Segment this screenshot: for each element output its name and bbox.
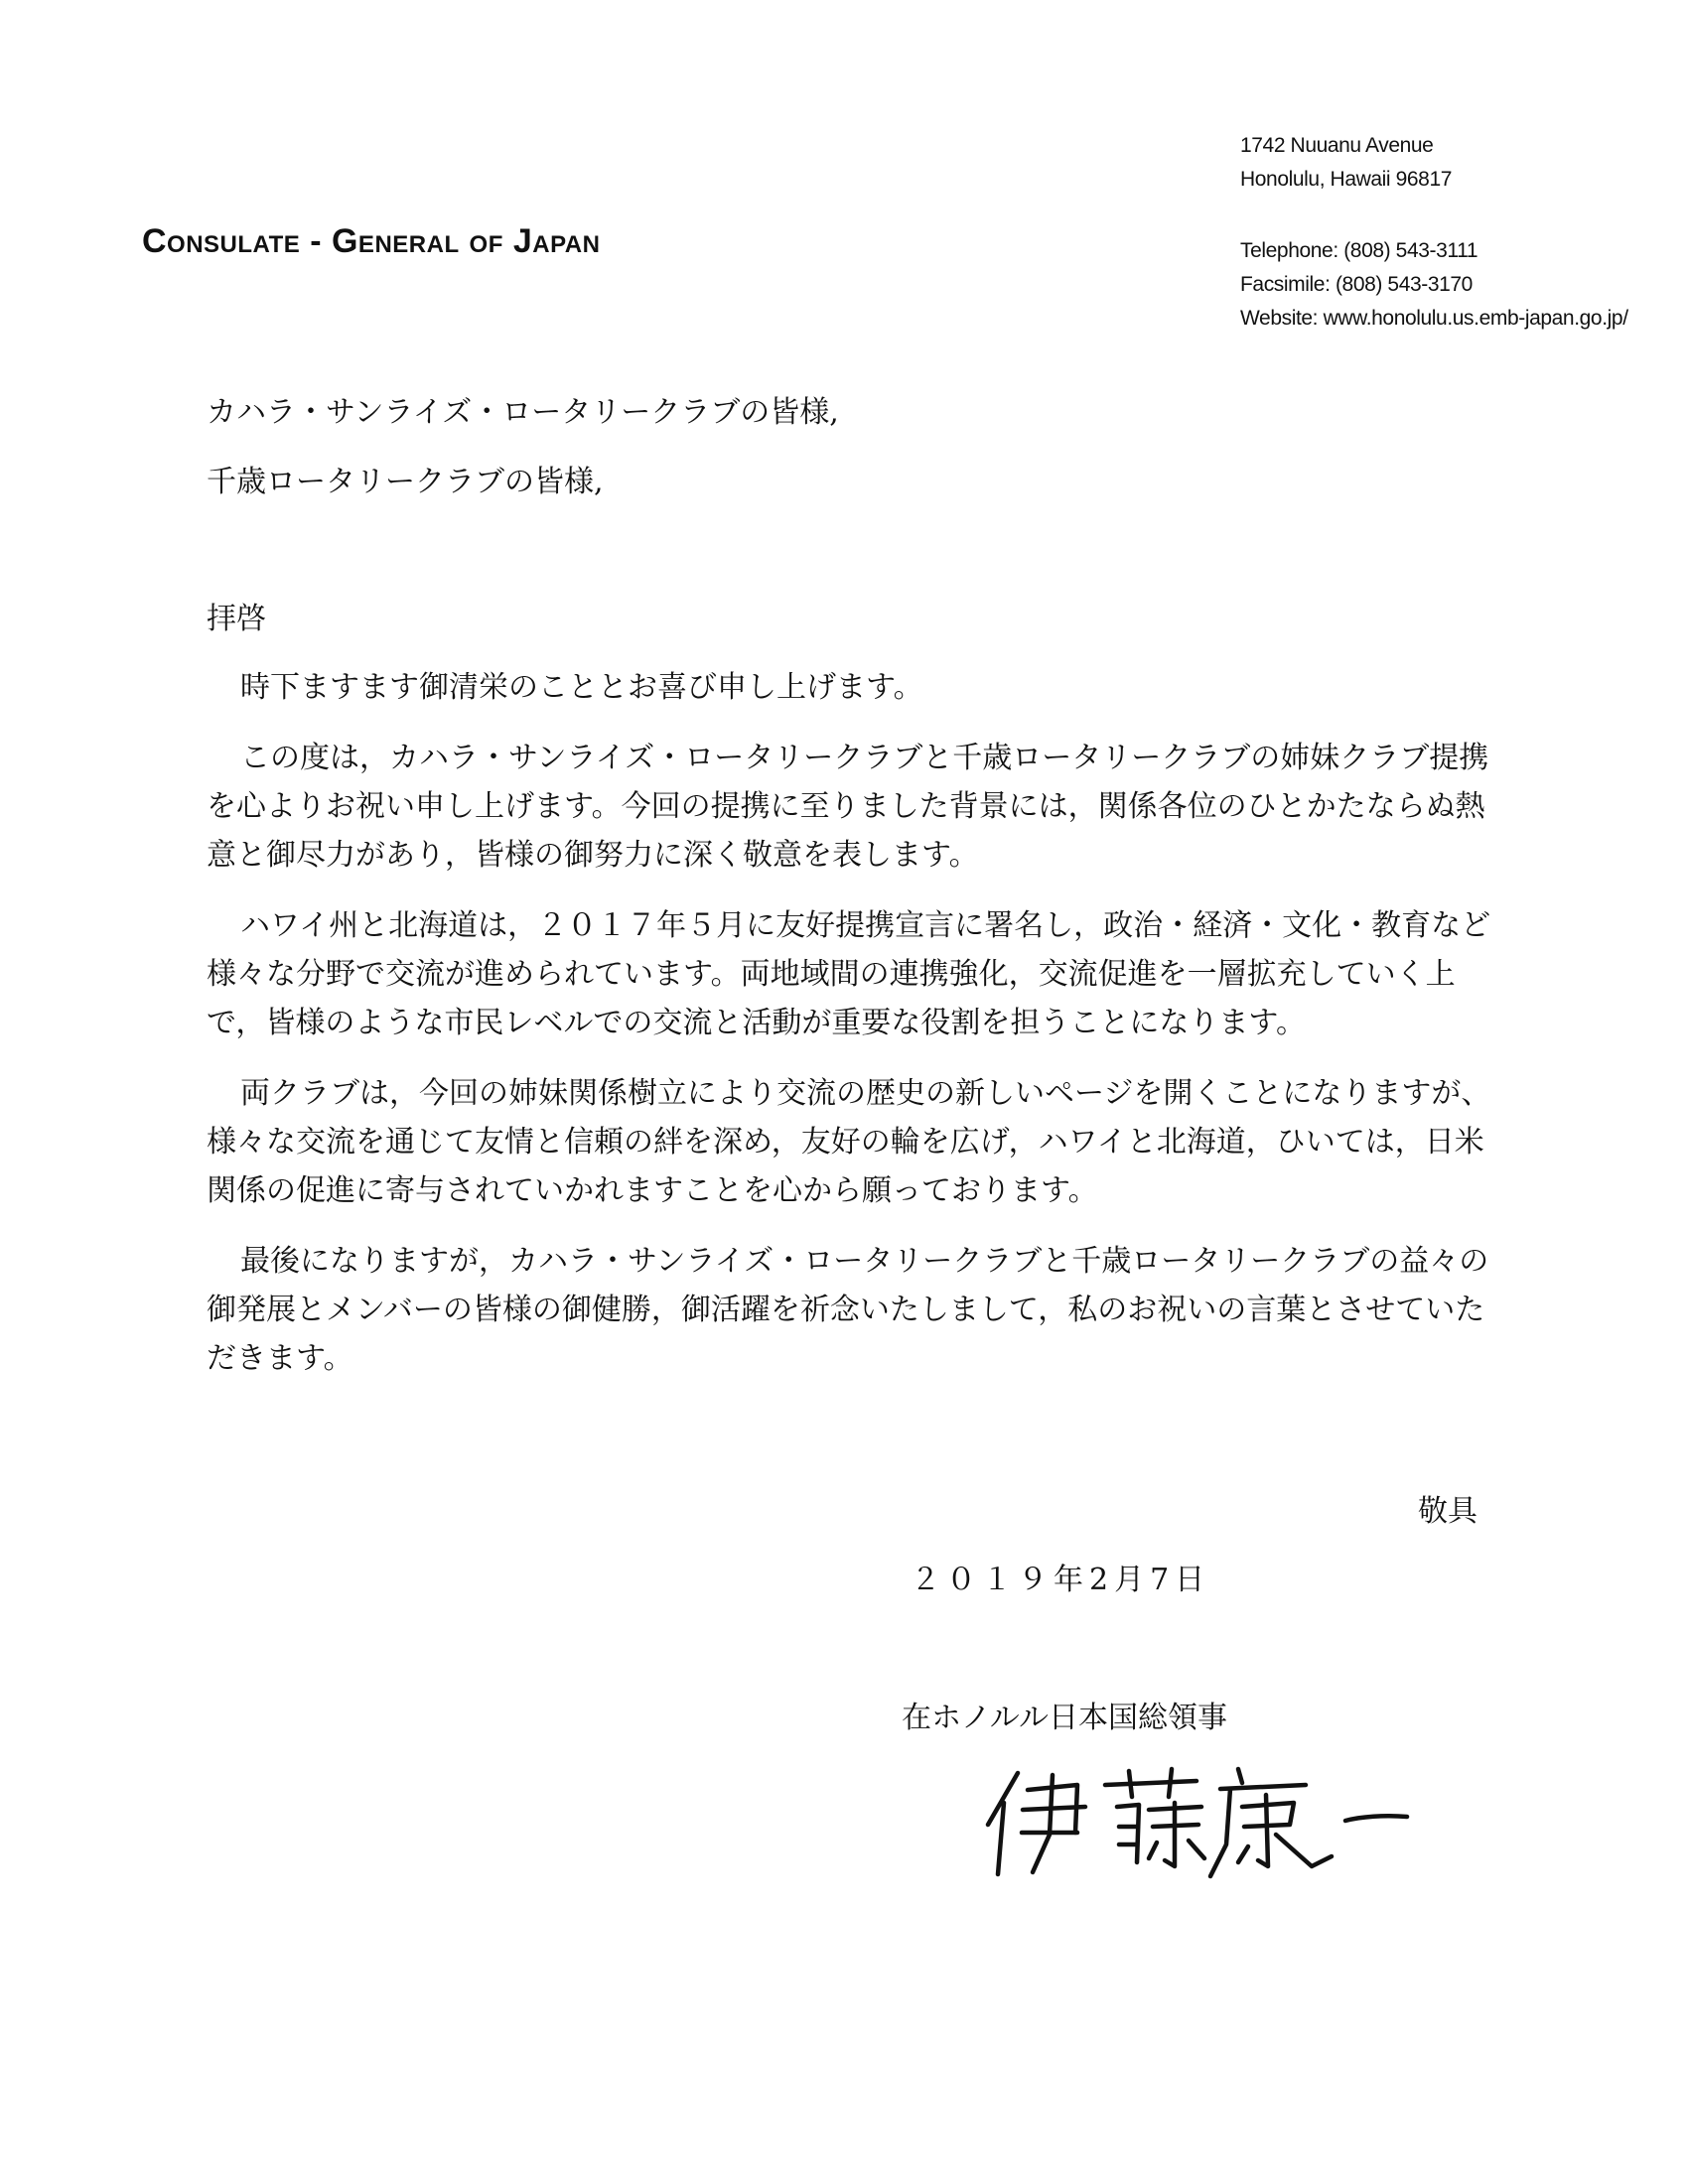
telephone-label: Telephone:: [1240, 239, 1338, 262]
salutation-kahala: カハラ・サンライズ・ロータリークラブの皆様,: [207, 395, 839, 430]
address-city: Honolulu, Hawaii 96817: [1240, 168, 1453, 191]
website-line: [1240, 302, 1628, 336]
paragraph-congratulations: この度は，カハラ・サンライズ・ロータリークラブと千歳ロータリークラブの姉妹クラブ提携を心よりお祝い申し上げます。今回の提携に至りました背景には，関係各位のひとかたならぬ熱意と御尽力があり，皆様の御努力に深く敬意を表します。: [207, 741, 1489, 873]
salutation-chitose: 千歳ロータリークラブの皆様,: [207, 465, 604, 499]
telephone-line: [1240, 234, 1628, 268]
website-label: Website:: [1240, 307, 1319, 330]
website-url: www.honolulu.us.emb-japan.go.jp/: [1323, 307, 1628, 330]
letter-body: [207, 663, 1497, 1405]
address-street: 1742 Nuuanu Avenue: [1240, 134, 1434, 157]
fax-line: [1240, 268, 1628, 302]
fax-number: (808) 543-3170: [1335, 273, 1473, 296]
telephone-number: (808) 543-3111: [1343, 239, 1478, 262]
fax-label: Facsimile:: [1240, 273, 1331, 296]
paragraph-hawaii-hokkaido: ハワイ州と北海道は，２０１７年５月に友好提携宣言に署名し，政治・経済・文化・教育など様々な分野で交流が進められています。両地域間の連携強化，交流促進を一層拡充していく上で，皆様のような市民レベルでの交流と活動が重要な役割を担うことになります。: [207, 908, 1491, 1040]
paragraph-sister-clubs: 両クラブは，今回の姉妹関係樹立により交流の歴史の新しいページを開くことになりますが、様々な交流を通じて友情と信頼の絆を深め，友好の輪を広げ，ハワイと北海道，ひいては，日米関係の促進に寄与されていかれますことを心から願っております。: [207, 1076, 1491, 1208]
handwritten-signature: [978, 1755, 1415, 1884]
letter-date: ２０１９年2月7日: [911, 1563, 1211, 1597]
opening-word: 拝啓: [207, 602, 266, 636]
signer-title: 在ホノルル日本国総領事: [902, 1701, 1228, 1735]
paragraph-closing-wishes: 最後になりますが，カハラ・サンライズ・ロータリークラブと千歳ロータリークラブの益々の御発展とメンバーの皆様の御健勝，御活躍を祈念いたしまして，私のお祝いの言葉とさせていただきます。: [207, 1244, 1489, 1376]
letterhead-address: [1240, 129, 1452, 197]
letterhead-contact: [1240, 234, 1628, 336]
organization-name: Consulate - General of Japan: [142, 222, 601, 260]
paragraph-greeting: 時下ますます御清栄のこととお喜び申し上げます。: [240, 670, 923, 705]
closing-word: 敬具: [1418, 1494, 1477, 1529]
